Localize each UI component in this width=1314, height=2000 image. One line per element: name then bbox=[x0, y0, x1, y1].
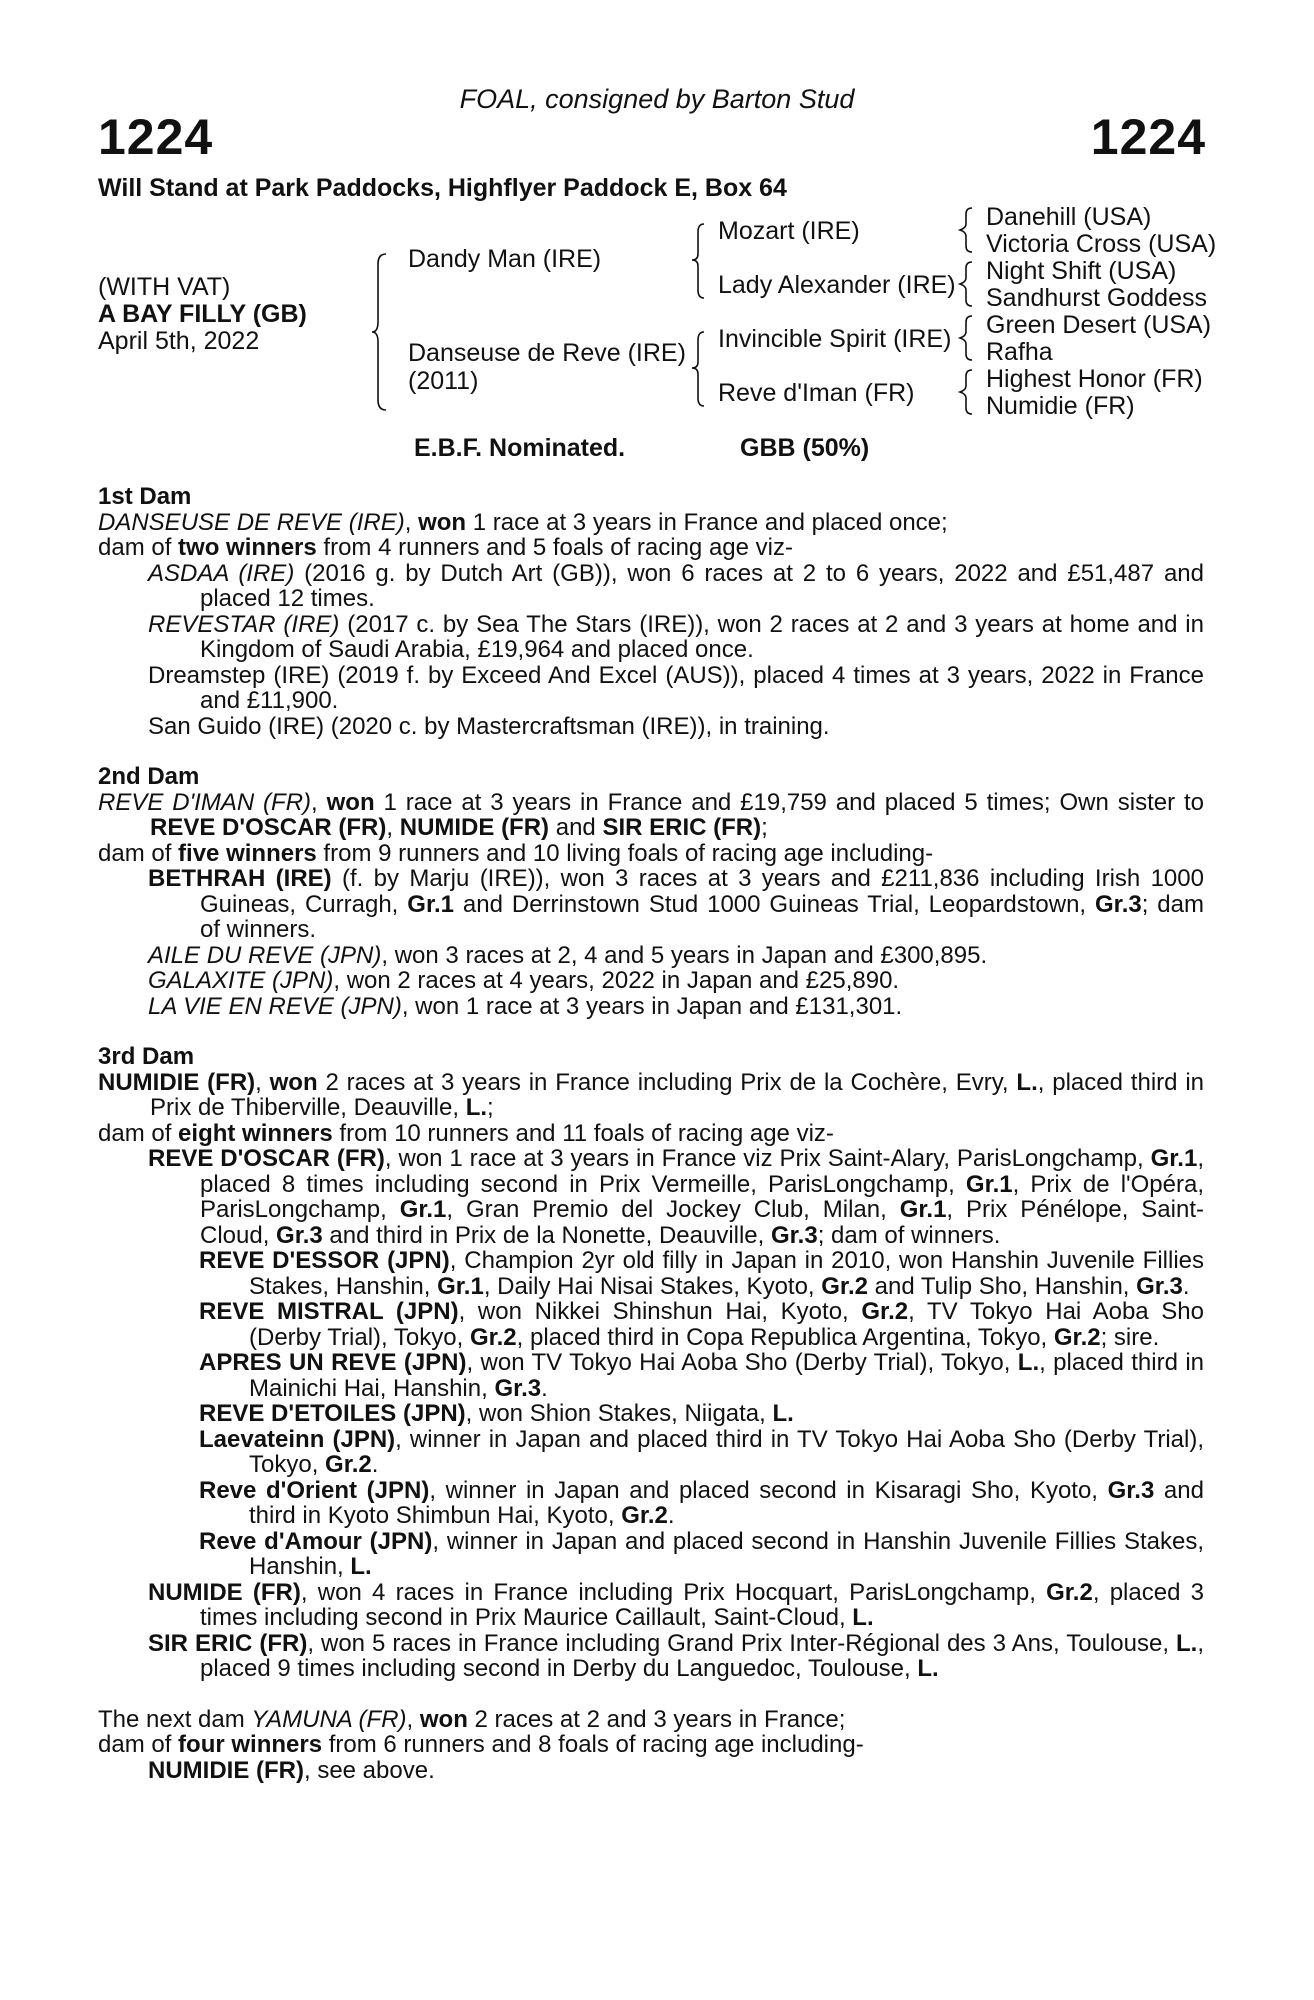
next-dam-offspring-1: NUMIDIE (FR), see above. bbox=[148, 1756, 435, 1784]
pedigree-bracket-g3 bbox=[960, 314, 976, 364]
pedigree-dam: Danseuse de Reve (IRE) bbox=[408, 339, 686, 367]
pedigree-g8: Numidie (FR) bbox=[986, 392, 1135, 420]
pedigree-dam-year: (2011) bbox=[408, 367, 479, 395]
second-dam-line: REVE D'IMAN (FR), won 1 race at 3 years in France and £19,759 and placed 5 times; Own sister to REVE D'OSCAR (FR), NUMIDE (FR) and SIR ERIC (FR); bbox=[98, 788, 1204, 841]
lot-number-left: 1224 bbox=[98, 109, 214, 165]
pedigree-bracket-sire bbox=[692, 222, 708, 302]
second-dam-produce: dam of five winners from 9 runners and 10 living foals of racing age including- bbox=[98, 839, 934, 867]
pedigree-g2: Victoria Cross (USA) bbox=[986, 230, 1217, 258]
pedigree-bracket-main bbox=[372, 252, 392, 412]
next-dam-produce: dam of four winners from 6 runners and 8 foals of racing age including- bbox=[98, 1731, 864, 1758]
pedigree-dam-sire: Invincible Spirit (IRE) bbox=[718, 325, 952, 353]
first-dam-offspring-4: San Guido (IRE) (2020 c. by Mastercraftsman (IRE)), in training. bbox=[148, 712, 830, 740]
second-dam-heading: 2nd Dam bbox=[98, 763, 200, 790]
pedigree-g3: Night Shift (USA) bbox=[986, 257, 1177, 285]
third-dam-grandchild-4: REVE D'ETOILES (JPN), won Shion Stakes, Niigata, L. bbox=[199, 1400, 794, 1427]
third-dam-offspring-1: REVE D'OSCAR (FR), won 1 race at 3 years in France viz Prix Saint-Alary, ParisLongchamp, Gr.1, placed 8 times including second in Prix Vermeille, ParisLongchamp, Gr.1, Prix de l'Opéra, ParisLongchamp, Gr.1, Gran Premio del Jockey Club, Milan, Gr.1, Prix Pénélope, Saint-Cloud, Gr.3 and third in Prix de la Nonette, Deauville, Gr.3; dam of winners. bbox=[148, 1145, 1204, 1249]
lot-number-right: 1224 bbox=[1090, 109, 1206, 165]
third-dam-grandchild-1: REVE D'ESSOR (JPN), Champion 2yr old filly in Japan in 2010, won Hanshin Juvenile Fillies Stakes, Hanshin, Gr.1, Daily Hai Nisai Stakes, Kyoto, Gr.2 and Tulip Sho, Hanshin, Gr.3. bbox=[199, 1247, 1205, 1300]
stand-location: Will Stand at Park Paddocks, Highflyer Paddock E, Box 64 bbox=[98, 174, 787, 202]
first-dam-offspring-3: Dreamstep (IRE) (2019 f. by Exceed And Excel (AUS)), placed 4 times at 3 years, 2022 in France and £11,900. bbox=[148, 661, 1204, 714]
first-dam-produce: dam of two winners from 4 runners and 5 foals of racing age viz- bbox=[98, 534, 793, 561]
pedigree-g7: Highest Honor (FR) bbox=[986, 365, 1203, 393]
pedigree-bracket-g4 bbox=[960, 368, 976, 418]
first-dam-line: DANSEUSE DE REVE (IRE), won 1 race at 3 years in France and placed once; bbox=[98, 508, 948, 536]
consignment-line: FOAL, consigned by Barton Stud bbox=[459, 84, 855, 114]
pedigree-sire-dam: Lady Alexander (IRE) bbox=[718, 271, 956, 299]
first-dam-heading: 1st Dam bbox=[98, 483, 192, 510]
pedigree-g4: Sandhurst Goddess bbox=[986, 284, 1207, 312]
second-dam-offspring-1: BETHRAH (IRE) (f. by Marju (IRE)), won 3 races at 3 years and £211,836 including Irish 1000 Guineas, Curragh, Gr.1 and Derrinstown Stud 1000 Guineas Trial, Leopardstown, Gr.3; dam of winners. bbox=[148, 865, 1204, 943]
first-dam-offspring-1: ASDAA (IRE) (2016 g. by Dutch Art (GB)), won 6 races at 2 to 6 years, 2022 and £51,487 and placed 12 times. bbox=[148, 559, 1204, 612]
third-dam-offspring-3: SIR ERIC (FR), won 5 races in France including Grand Prix Inter-Régional des 3 Ans, Toulouse, L., placed 9 times including second in Derby du Languedoc, Toulouse, L. bbox=[148, 1629, 1204, 1682]
third-dam-grandchild-5: Laevateinn (JPN), winner in Japan and placed third in TV Tokyo Hai Aoba Sho (Derby Trial), Tokyo, Gr.2. bbox=[199, 1425, 1205, 1478]
second-dam-offspring-2: AILE DU REVE (JPN), won 3 races at 2, 4 and 5 years in Japan and £300,895. bbox=[148, 941, 988, 969]
vat-note: (WITH VAT) bbox=[98, 273, 231, 301]
pedigree-sire: Dandy Man (IRE) bbox=[408, 245, 602, 273]
pedigree-bracket-dam bbox=[692, 330, 708, 410]
catalogue-body bbox=[98, 484, 1204, 1783]
third-dam-line: NUMIDIE (FR), won 2 races at 3 years in France including Prix de la Cochère, Evry, L., placed third in Prix de Thiberville, Deauville, L.; bbox=[98, 1068, 1204, 1121]
pedigree-dam-dam: Reve d'Iman (FR) bbox=[718, 379, 915, 407]
gbb-percent: GBB (50%) bbox=[740, 434, 870, 462]
pedigree-sire-sire: Mozart (IRE) bbox=[718, 217, 860, 245]
third-dam-heading: 3rd Dam bbox=[98, 1043, 195, 1070]
third-dam-grandchild-6: Reve d'Orient (JPN), winner in Japan and placed second in Kisaragi Sho, Kyoto, Gr.3 and third in Kyoto Shimbun Hai, Kyoto, Gr.2. bbox=[199, 1476, 1204, 1529]
pedigree-bracket-g1 bbox=[960, 206, 976, 256]
first-dam-offspring-2: REVESTAR (IRE) (2017 c. by Sea The Stars (IRE)), won 2 races at 2 and 3 years at home and in Kingdom of Saudi Arabia, £19,964 and placed once. bbox=[148, 610, 1204, 663]
second-dam-offspring-3: GALAXITE (JPN), won 2 races at 4 years, 2022 in Japan and £25,890. bbox=[148, 967, 900, 994]
third-dam-produce: dam of eight winners from 10 runners and 11 foals of racing age viz- bbox=[98, 1119, 834, 1147]
pedigree-g5: Green Desert (USA) bbox=[986, 311, 1212, 339]
pedigree-g6: Rafha bbox=[986, 338, 1053, 366]
pedigree-bracket-g2 bbox=[960, 260, 976, 310]
third-dam-offspring-2: NUMIDE (FR), won 4 races in France including Prix Hocquart, ParisLongchamp, Gr.2, placed 3 times including second in Prix Maurice Caillault, Saint-Cloud, L. bbox=[148, 1578, 1204, 1631]
third-dam-grandchild-3: APRES UN REVE (JPN), won TV Tokyo Hai Aoba Sho (Derby Trial), Tokyo, L., placed third in Mainichi Hai, Hanshin, Gr.3. bbox=[199, 1349, 1204, 1402]
third-dam-grandchild-2: REVE MISTRAL (JPN), won Nikkei Shinshun Hai, Kyoto, Gr.2, TV Tokyo Hai Aoba Sho (Derby Trial), Tokyo, Gr.2, placed third in Copa Republica Argentina, Tokyo, Gr.2; sire. bbox=[199, 1298, 1205, 1351]
second-dam-offspring-4: LA VIE EN REVE (JPN), won 1 race at 3 years in Japan and £131,301. bbox=[148, 992, 903, 1020]
next-dam-line: The next dam YAMUNA (FR), won 2 races at 2 and 3 years in France; bbox=[98, 1705, 846, 1733]
date-of-birth: April 5th, 2022 bbox=[98, 327, 260, 355]
ebf-nominated: E.B.F. Nominated. bbox=[414, 434, 626, 462]
pedigree-g1: Danehill (USA) bbox=[986, 203, 1152, 231]
third-dam-grandchild-7: Reve d'Amour (JPN), winner in Japan and placed second in Hanshin Juvenile Fillies Stakes, Hanshin, L. bbox=[199, 1527, 1204, 1580]
horse-name: A BAY FILLY (GB) bbox=[98, 300, 307, 328]
